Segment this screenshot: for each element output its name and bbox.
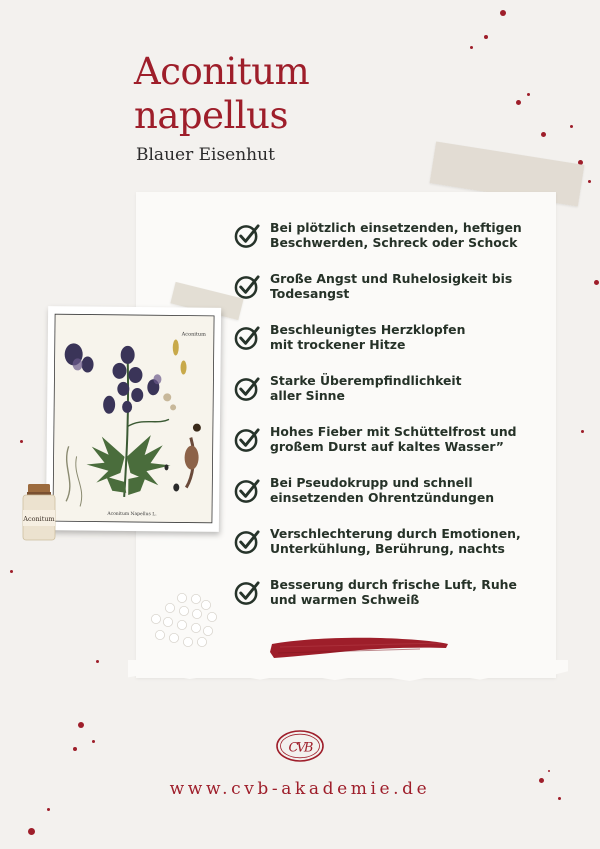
symptom-list [234,220,564,628]
item-line-1: Starke Überempfindlichkeit [270,373,462,388]
item-line-2: Todesangst [270,286,350,301]
item-line-2: aller Sinne [270,388,345,403]
check-circle-icon [234,579,261,606]
item-line-2: einsetzenden Ohrentzündungen [270,490,495,505]
item-line-2: mit trockener Hitze [270,337,406,352]
list-item [234,322,564,373]
footer-url[interactable]: www.cvb-akademie.de [169,779,431,799]
item-line-1: Bei Pseudokrupp und schnell [270,475,473,490]
paper-torn-edge [128,660,568,688]
check-circle-icon [234,477,261,504]
jar-label: Aconitum [23,515,55,523]
check-circle-icon [234,324,261,351]
remedy-jar-image [20,484,58,542]
check-circle-icon [234,222,261,249]
list-item [234,220,564,271]
list-item [234,577,564,628]
list-item [234,475,564,526]
aconitum-plant-illustration [46,306,221,532]
list-item [234,424,564,475]
item-line-2: Beschwerden, Schreck oder Schock [270,235,518,250]
logo-monogram: CVB [288,740,312,756]
illustration-caption: Aconitum Napellus L. [107,511,157,518]
page-subtitle: Blauer Eisenhut [136,145,275,165]
item-line-2: großem Durst auf kaltes Wasser” [270,439,504,454]
illustration-corner-label: Aconitum [181,331,206,338]
item-line-1: Verschlechterung durch Emotionen, [270,526,521,541]
item-line-1: Bei plötzlich einsetzenden, heftigen [270,220,522,235]
item-line-1: Große Angst und Ruhelosigkeit bis [270,271,513,286]
check-circle-icon [234,426,261,453]
list-item [234,526,564,577]
cvb-logo [275,729,325,763]
red-brush-stroke [270,635,450,661]
check-circle-icon [234,375,261,402]
item-line-1: Besserung durch frische Luft, Ruhe [270,577,517,592]
title-line-2: napellus [134,94,288,137]
item-line-1: Hohes Fieber mit Schüttelfrost und [270,424,517,439]
check-circle-icon [234,273,261,300]
item-line-2: Unterkühlung, Berührung, nachts [270,541,505,556]
title-line-1: Aconitum [134,50,310,93]
page-title [134,50,309,138]
check-circle-icon [234,528,261,555]
globules-image [146,592,226,652]
item-line-1: Beschleunigtes Herzklopfen [270,322,466,337]
list-item [234,271,564,322]
botanical-illustration-card [46,306,221,532]
item-line-2: und warmen Schweiß [270,592,420,607]
list-item [234,373,564,424]
